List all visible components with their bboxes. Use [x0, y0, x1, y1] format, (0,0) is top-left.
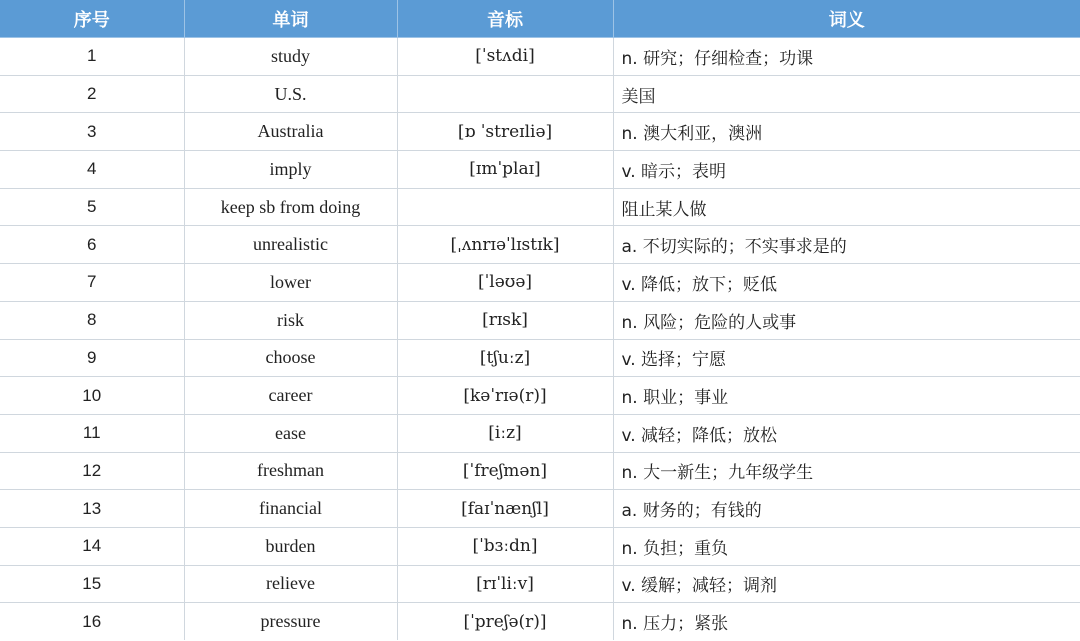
table-row [0, 452, 1080, 490]
phonetic-cell: [ɪmˈplaɪ] [397, 151, 613, 189]
phonetic-cell: [ˈləʊə] [397, 264, 613, 302]
meaning-cell: n. 澳大利亚，澳洲 [613, 113, 1080, 151]
column-header-phonetic: 音标 [397, 0, 613, 38]
word-cell: keep sb from doing [184, 188, 397, 226]
row-number: 10 [0, 377, 184, 415]
phonetic-cell: [rɪˈliːv] [397, 565, 613, 603]
meaning-cell: n. 压力；紧张 [613, 603, 1080, 640]
meaning-cell: v. 选择；宁愿 [613, 339, 1080, 377]
word-cell: study [184, 38, 397, 76]
phonetic-cell [397, 75, 613, 113]
table-row [0, 113, 1080, 151]
meaning-cell: v. 暗示；表明 [613, 151, 1080, 189]
phonetic-cell: [ˈbɜːdn] [397, 527, 613, 565]
phonetic-cell: [tʃuːz] [397, 339, 613, 377]
table-row [0, 188, 1080, 226]
meaning-cell: n. 研究；仔细检查；功课 [613, 38, 1080, 76]
meaning-cell: v. 减轻；降低；放松 [613, 414, 1080, 452]
row-number: 12 [0, 452, 184, 490]
row-number: 4 [0, 151, 184, 189]
phonetic-cell: [ˈpreʃə(r)] [397, 603, 613, 640]
table-row [0, 151, 1080, 189]
table-header [0, 0, 1080, 38]
table-body [0, 38, 1080, 641]
word-cell: burden [184, 527, 397, 565]
row-number: 11 [0, 414, 184, 452]
word-cell: choose [184, 339, 397, 377]
meaning-cell: n. 职业；事业 [613, 377, 1080, 415]
phonetic-cell: [kəˈrɪə(r)] [397, 377, 613, 415]
table-row [0, 377, 1080, 415]
row-number: 14 [0, 527, 184, 565]
word-cell: relieve [184, 565, 397, 603]
table-row [0, 264, 1080, 302]
meaning-cell: 美国 [613, 75, 1080, 113]
table-row [0, 301, 1080, 339]
meaning-cell: a. 财务的；有钱的 [613, 490, 1080, 528]
phonetic-cell: [ˈfreʃmən] [397, 452, 613, 490]
word-cell: financial [184, 490, 397, 528]
phonetic-cell: [faɪˈnænʃl] [397, 490, 613, 528]
row-number: 16 [0, 603, 184, 640]
phonetic-cell: [ɒ ˈstreɪliə] [397, 113, 613, 151]
meaning-cell: v. 缓解；减轻；调剂 [613, 565, 1080, 603]
word-cell: lower [184, 264, 397, 302]
word-cell: ease [184, 414, 397, 452]
row-number: 13 [0, 490, 184, 528]
column-header-word: 单词 [184, 0, 397, 38]
row-number: 5 [0, 188, 184, 226]
row-number: 9 [0, 339, 184, 377]
meaning-cell: n. 大一新生；九年级学生 [613, 452, 1080, 490]
word-cell: risk [184, 301, 397, 339]
table-row [0, 565, 1080, 603]
column-header-number: 序号 [0, 0, 184, 38]
table-row [0, 75, 1080, 113]
table-row [0, 339, 1080, 377]
table-row [0, 414, 1080, 452]
phonetic-cell: [iːz] [397, 414, 613, 452]
word-cell: unrealistic [184, 226, 397, 264]
table-row [0, 226, 1080, 264]
column-header-meaning: 词义 [613, 0, 1080, 38]
row-number: 3 [0, 113, 184, 151]
table-row [0, 603, 1080, 640]
row-number: 6 [0, 226, 184, 264]
meaning-cell: a. 不切实际的；不实事求是的 [613, 226, 1080, 264]
row-number: 7 [0, 264, 184, 302]
header-row [0, 0, 1080, 38]
meaning-cell: n. 风险；危险的人或事 [613, 301, 1080, 339]
phonetic-cell: [ˌʌnrɪəˈlɪstɪk] [397, 226, 613, 264]
row-number: 2 [0, 75, 184, 113]
row-number: 1 [0, 38, 184, 76]
word-cell: U.S. [184, 75, 397, 113]
phonetic-cell [397, 188, 613, 226]
meaning-cell: 阻止某人做 [613, 188, 1080, 226]
word-cell: imply [184, 151, 397, 189]
meaning-cell: v. 降低；放下；贬低 [613, 264, 1080, 302]
table-row [0, 527, 1080, 565]
word-cell: pressure [184, 603, 397, 640]
phonetic-cell: [rɪsk] [397, 301, 613, 339]
word-cell: career [184, 377, 397, 415]
word-cell: freshman [184, 452, 397, 490]
meaning-cell: n. 负担；重负 [613, 527, 1080, 565]
table-row [0, 38, 1080, 76]
phonetic-cell: [ˈstʌdi] [397, 38, 613, 76]
table-row [0, 490, 1080, 528]
row-number: 15 [0, 565, 184, 603]
row-number: 8 [0, 301, 184, 339]
word-cell: Australia [184, 113, 397, 151]
